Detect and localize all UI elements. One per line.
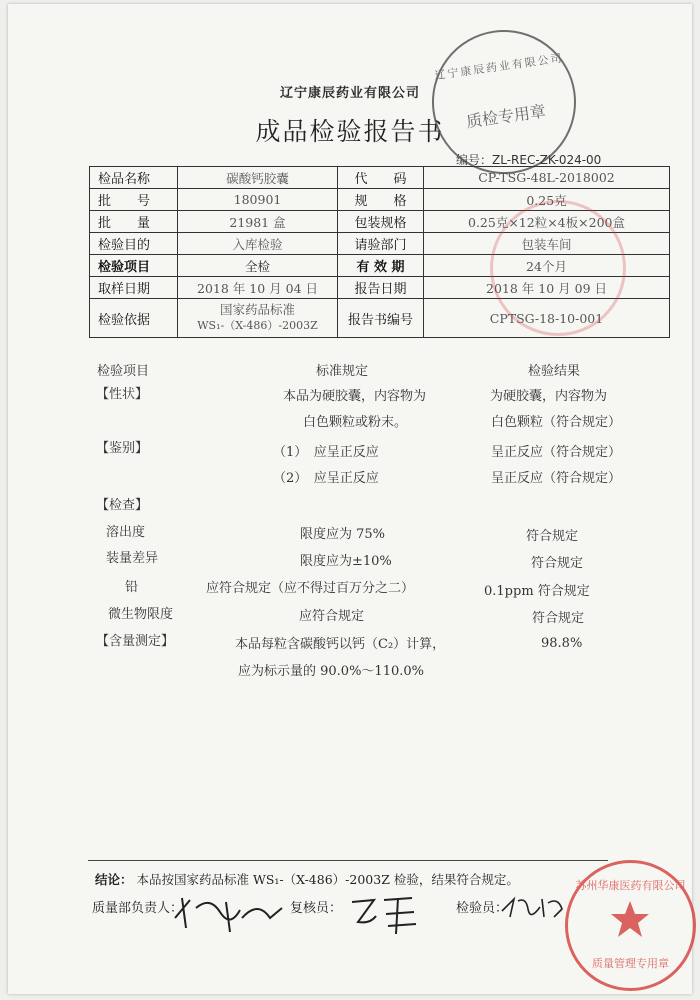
field-value: 全检: [178, 255, 338, 277]
result-text: 呈正反应（符合规定）: [491, 445, 622, 460]
field-value: 2018 年 10 月 09 日: [424, 277, 670, 299]
standard-text: 限度应为±10%: [300, 554, 392, 569]
reviewer-label: 复核员：: [290, 901, 343, 916]
field-value: 碳酸钙胶囊: [178, 167, 338, 189]
basis-line: 国家药品标准: [219, 302, 295, 317]
inspection-item-name: 溶出度: [106, 525, 146, 540]
field-value: 180901: [178, 189, 338, 211]
stamp-ring-text: 苏州华康医药有限公司: [575, 879, 686, 892]
field-label: 取样日期: [90, 277, 178, 299]
result-text: 白色颗粒（符合规定）: [491, 415, 622, 430]
result-text: 符合规定: [526, 529, 579, 544]
result-text: 呈正反应（符合规定）: [491, 471, 622, 486]
field-label: 报告书编号: [338, 299, 424, 338]
field-label: 检品名称: [90, 167, 178, 189]
field-value: 0.25克: [424, 189, 670, 211]
field-value: CPTSG-18-10-001: [424, 299, 670, 338]
results-header-standard: 标准规定: [316, 364, 369, 379]
qa-manager-signature: [170, 888, 290, 938]
basis-line: WS₁-（X-486）-2003Z: [197, 319, 318, 332]
standard-text: （1） 应呈正反应: [273, 445, 379, 460]
field-label: 规 格: [338, 189, 424, 211]
field-label: 批 号: [90, 189, 178, 211]
field-label: 包装规格: [338, 211, 424, 233]
standard-text: 白色颗粒或粉末。: [303, 415, 408, 430]
standard-text: 限度应为 75%: [300, 527, 386, 542]
result-text: 0.1ppm 符合规定: [484, 584, 590, 599]
star-icon: [610, 899, 650, 939]
field-value: 包装车间: [424, 233, 670, 255]
document-code: 编号：ZL-REC-ZK-024-00: [456, 153, 602, 167]
field-label: 检验项目: [90, 255, 178, 277]
inspection-basis-value: [178, 299, 338, 338]
conclusion-label: 结论：: [95, 872, 133, 887]
standard-text: （2） 应呈正反应: [273, 471, 379, 486]
field-label: 报告日期: [338, 277, 424, 299]
field-value: CP-TSG-48L-2018002: [424, 167, 670, 189]
standard-text: 应符合规定（应不得过百万分之二）: [206, 581, 415, 596]
inspector-label: 检验员：: [456, 901, 509, 916]
standard-text: 应为标示量的 90.0%～110.0%: [238, 664, 424, 679]
inspection-item-name: 装量差异: [106, 551, 159, 566]
result-text: 符合规定: [531, 556, 584, 571]
section-label-character: 【性状】: [96, 387, 149, 402]
field-value: 21981 盒: [178, 211, 338, 233]
result-text: 符合规定: [532, 611, 585, 626]
result-text: 为硬胶囊，内容物为: [490, 389, 608, 404]
stamp-bottom-text: 质量管理专用章: [592, 957, 669, 970]
results-header-result: 检验结果: [528, 364, 581, 379]
field-value: 0.25克×12粒×4板×200盒: [424, 211, 670, 233]
table-row: [90, 167, 670, 189]
inspection-item-name: 铅: [125, 580, 139, 595]
field-label: 有 效 期: [338, 255, 424, 277]
conclusion: [95, 870, 519, 888]
company-name: 辽宁康辰药业有限公司: [279, 86, 420, 101]
stamp-ring-text: 辽宁康辰药业有限公司: [433, 51, 565, 83]
field-label: 批 量: [90, 211, 178, 233]
field-label: 检验依据: [90, 299, 178, 338]
field-label: 请验部门: [338, 233, 424, 255]
section-label-assay: 【含量测定】: [96, 634, 175, 649]
standard-text: 本品每粒含碳酸钙以钙（C₂）计算，: [235, 637, 446, 652]
faint-red-stamp: [490, 200, 626, 336]
field-label: 检验目的: [90, 233, 178, 255]
footer-divider: [88, 860, 608, 861]
field-label: 代 码: [338, 167, 424, 189]
inspector-signature: [500, 893, 570, 923]
red-quality-stamp: [565, 860, 696, 991]
inspection-item-name: 微生物限度: [108, 607, 174, 622]
field-value: 入库检验: [178, 233, 338, 255]
report-title: 成品检验报告书: [255, 117, 445, 146]
conclusion-text: 本品按国家药品标准 WS₁-（X-486）-2003Z 检验，结果符合规定。: [136, 872, 519, 887]
field-value: 2018 年 10 月 04 日: [178, 277, 338, 299]
field-value: 24个月: [424, 255, 670, 277]
stamp-center-text: 质检专用章: [465, 101, 547, 132]
standard-text: 本品为硬胶囊，内容物为: [283, 389, 427, 404]
qa-manager-label: 质量部负责人：: [92, 901, 184, 916]
results-header-item: 检验项目: [97, 364, 150, 379]
reviewer-signature: [346, 890, 426, 940]
section-label-inspection: 【检查】: [96, 498, 149, 513]
standard-text: 应符合规定: [299, 609, 365, 624]
section-label-identification: 【鉴别】: [96, 441, 149, 456]
result-text: 98.8%: [541, 636, 583, 651]
